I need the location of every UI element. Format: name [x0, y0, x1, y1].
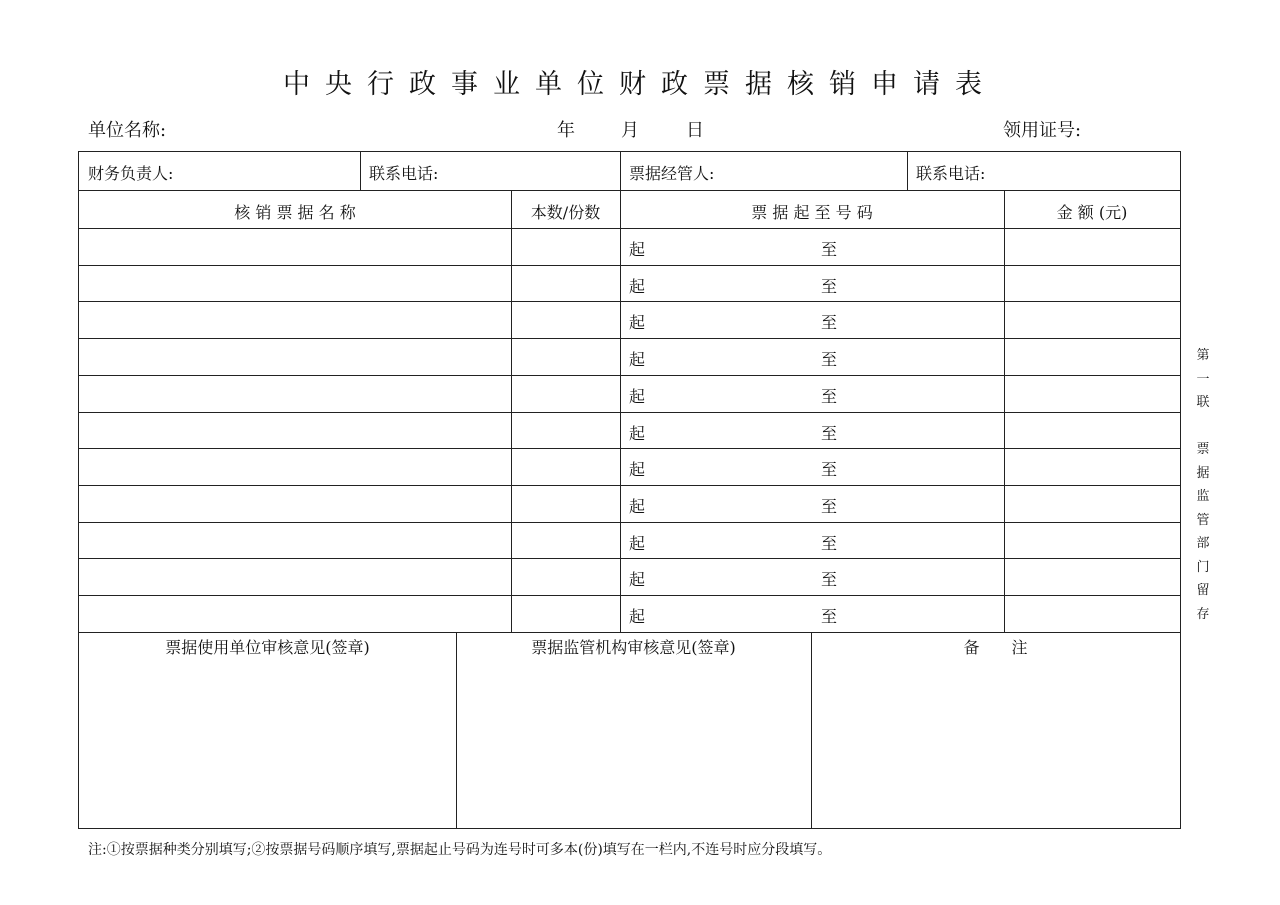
permit-number-label: 领用证号:	[1003, 120, 1082, 141]
column-header-ticket-name: 核 销 票 据 名 称	[234, 203, 356, 222]
side-copy-label-char: 联	[1196, 395, 1210, 410]
side-copy-label-char: 门	[1196, 559, 1210, 575]
unit-review-opinion-label: 票据使用单位审核意见(签章)	[165, 638, 370, 657]
side-copy-label-char: 部	[1196, 536, 1210, 551]
range-from-label: 起	[629, 460, 646, 480]
range-to-label: 至	[821, 607, 838, 626]
range-to-label: 至	[821, 570, 838, 590]
range-from-label: 起	[629, 533, 646, 553]
range-to-label: 至	[821, 350, 838, 370]
side-copy-label-char: 管	[1196, 512, 1210, 528]
footnote: 注:①按票据种类分别填写;②按票据号码顺序填写,票据起止号码为连号时可多本(份)填写在一栏内,不连号时应分段填写。	[88, 842, 832, 858]
range-from-label: 起	[629, 496, 646, 516]
range-to-label: 至	[821, 386, 838, 406]
day-label: 日	[686, 120, 704, 141]
side-copy-label-char: 第	[1196, 348, 1210, 363]
range-to-label: 至	[821, 460, 838, 480]
range-to-label: 至	[821, 533, 838, 553]
application-form-table	[78, 151, 1181, 829]
range-to-label: 至	[821, 276, 838, 296]
finance-head-label: 财务负责人:	[88, 164, 174, 183]
side-copy-label-char: 据	[1196, 465, 1210, 481]
ticket-manager-label: 票据经管人:	[629, 164, 715, 183]
side-copy-label-char: 监	[1196, 489, 1210, 504]
range-from-label: 起	[629, 276, 646, 296]
side-copy-label-char: 存	[1196, 606, 1210, 622]
column-header-amount: 金 额 (元)	[1056, 203, 1128, 222]
range-from-label: 起	[629, 423, 646, 443]
unit-name-label: 单位名称:	[88, 120, 167, 141]
side-copy-label-char: 票	[1196, 442, 1210, 457]
range-to-label: 至	[821, 313, 838, 333]
range-from-label: 起	[629, 386, 646, 406]
form-title: 中央行政事业单位财政票据核销申请表	[283, 69, 997, 100]
column-header-count: 本数/份数	[530, 203, 601, 222]
side-copy-label-char: 留	[1196, 583, 1210, 598]
range-from-label: 起	[629, 607, 646, 626]
remarks-label: 备 注	[963, 638, 1028, 657]
range-from-label: 起	[629, 313, 646, 333]
phone-label-1: 联系电话:	[369, 164, 439, 183]
range-to-label: 至	[821, 423, 838, 443]
range-to-label: 至	[821, 240, 838, 259]
year-label: 年	[557, 120, 575, 141]
agency-review-opinion-label: 票据监管机构审核意见(签章)	[531, 638, 736, 657]
side-copy-label-char: 一	[1196, 371, 1210, 387]
column-header-number-range: 票 据 起 至 号 码	[751, 203, 873, 222]
phone-label-2: 联系电话:	[916, 164, 986, 183]
range-from-label: 起	[629, 240, 646, 259]
month-label: 月	[621, 120, 639, 141]
range-to-label: 至	[821, 496, 838, 516]
range-from-label: 起	[629, 350, 646, 370]
range-from-label: 起	[629, 570, 646, 590]
